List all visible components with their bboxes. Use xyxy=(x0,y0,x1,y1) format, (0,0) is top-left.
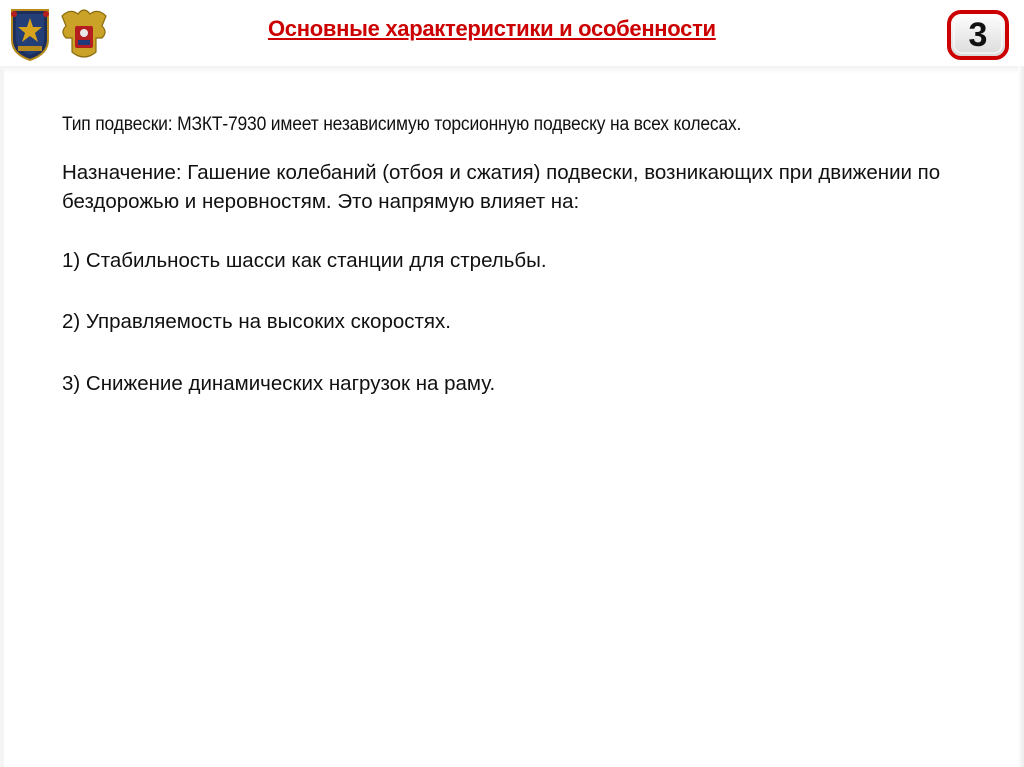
suspension-type-text: Тип подвески: МЗКТ-7930 имеет независимую торсионную подвеску на всех колесах. xyxy=(62,114,742,135)
page-title: Основные характеристики и особенности xyxy=(268,16,716,41)
page-number: 3 xyxy=(968,16,988,54)
list-item: 2) Управляемость на высоких скоростях. xyxy=(62,310,451,333)
purpose-paragraph: Назначение: Гашение колебаний (отбоя и сжатия) подвески, возникающих при движении по бездорожью и неровностям. Это напрямую влияет на: xyxy=(62,161,941,213)
list-item: 1) Стабильность шасси как станции для стрельбы. xyxy=(62,249,547,272)
list-item: 3) Снижение динамических нагрузок на раму. xyxy=(62,372,496,395)
